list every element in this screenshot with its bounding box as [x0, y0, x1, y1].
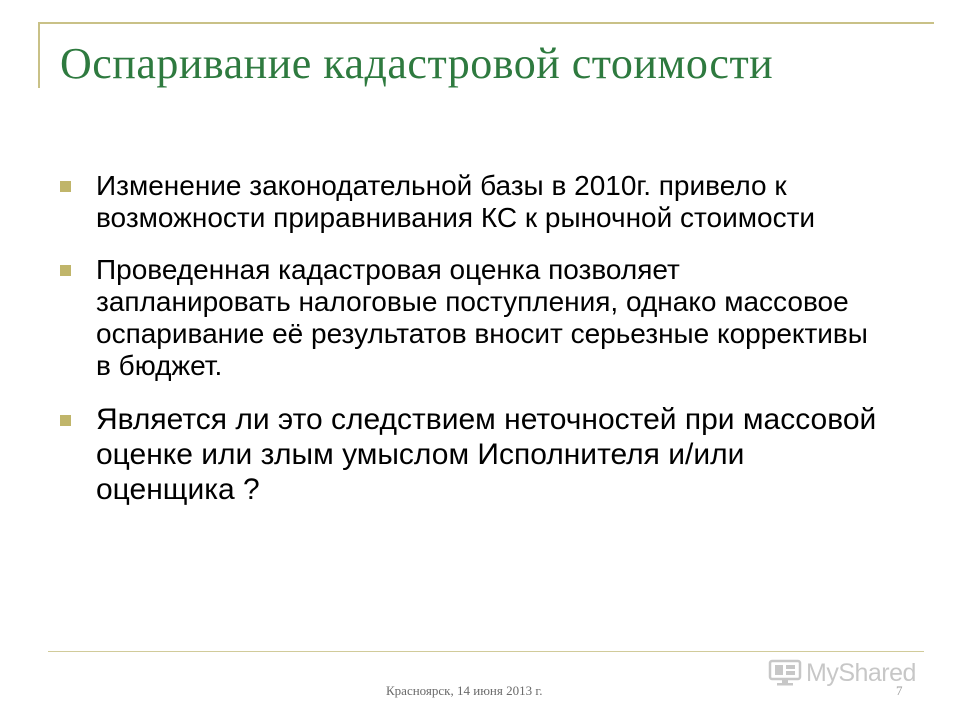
bullet-list — [60, 170, 880, 507]
bullet-item — [60, 170, 880, 234]
left-border-line — [38, 22, 40, 88]
watermark-text: MyShared — [806, 658, 916, 687]
bullet-text: Проведенная кадастровая оценка позволяет запланировать налоговые поступления, однако массовое оспаривание её результатов вносит серьезные коррективы в бюджет. — [96, 254, 868, 381]
bullet-marker-icon — [60, 181, 71, 192]
watermark-logo — [768, 658, 916, 688]
footer-divider — [48, 651, 924, 652]
slide-title: Оспаривание кадастровой стоимости — [60, 39, 774, 88]
bullet-text: Является ли это следствием неточностей при массовой оценке или злым умыслом Исполнителя и/или оценщика ? — [96, 403, 877, 506]
bullet-item — [60, 402, 880, 507]
bullet-item — [60, 254, 880, 382]
bullet-text: Изменение законодательной базы в 2010г. привело к возможности приравнивания КС к рыночной стоимости — [96, 170, 816, 233]
footer-text: Красноярск, 14 июня 2013 г. — [386, 683, 543, 698]
bullet-marker-icon — [60, 415, 71, 426]
top-border-line — [38, 22, 934, 24]
page-number: 7 — [896, 683, 903, 698]
monitor-icon — [768, 659, 802, 687]
bullet-marker-icon — [60, 265, 71, 276]
